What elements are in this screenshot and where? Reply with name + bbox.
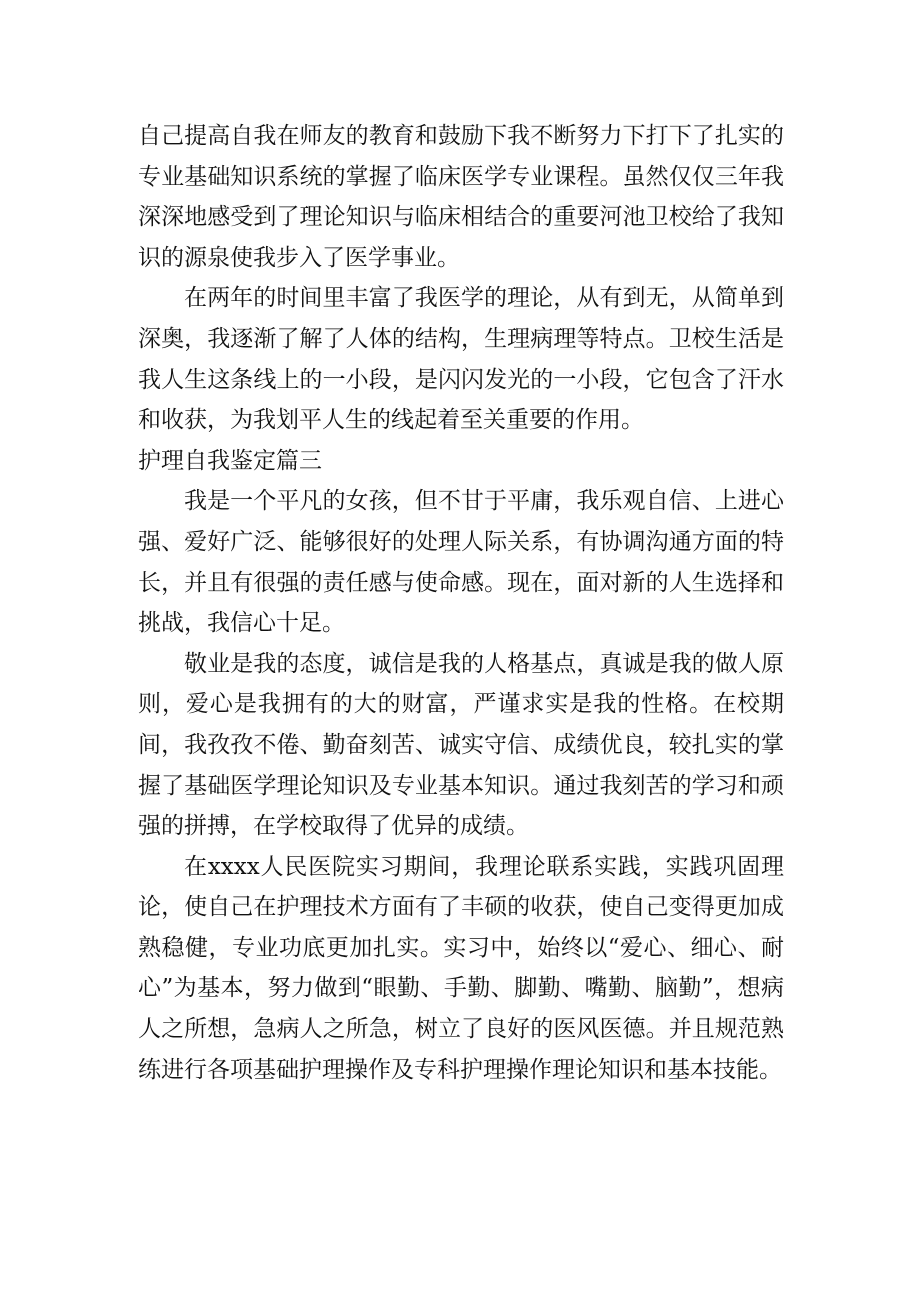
paragraph-continuation: 自己提高自我在师友的教育和鼓励下我不断努力下打下了扎实的专业基础知识系统的掌握了临床医学专业课程。虽然仅仅三年我深深地感受到了理论知识与临床相结合的重要河池卫校给了我知识的源泉使我步入了医学事业。 (138, 123, 784, 271)
paragraph-two-years: 在两年的时间里丰富了我医学的理论，从有到无，从简单到深奥，我逐渐了解了人体的结构，生理病理等特点。卫校生活是我人生这条线上的一小段，是闪闪发光的一小段，它包含了汗水和收获，为我划平人生的线起着至关重要的作用。 (138, 285, 784, 434)
paragraph-dedication: 敬业是我的态度，诚信是我的人格基点，真诚是我的做人原则，爱心是我拥有的大的财富，严谨求实是我的性格。在校期间，我孜孜不倦、勤奋刻苦、诚实守信、成绩优良，较扎实的掌握了基础医学理论知识及专业基本知识。通过我刻苦的学习和顽强的拼搏，在学校取得了优异的成绩。 (138, 650, 784, 840)
paragraph-internship: 在xxxx人民医院实习期间，我理论联系实践，实践巩固理论，使自己在护理技术方面有了丰硕的收获，使自己变得更加成熟稳健，专业功底更加扎实。实习中，始终以“爱心、细心、耐心”为基本，努力做到“眼勤、手勤、脚勤、嘴勤、脑勤”，想病人之所想，急病人之所急，树立了良好的医风医德。并且规范熟练进行各项基础护理操作及专科护理操作理论知识和基本技能。 (138, 853, 784, 1083)
section-heading: 护理自我鉴定篇三 (138, 447, 322, 474)
document-body (138, 116, 784, 1090)
paragraph-ordinary-girl: 我是一个平凡的女孩，但不甘于平庸，我乐观自信、上进心强、爱好广泛、能够很好的处理人际关系，有协调沟通方面的特长，并且有很强的责任感与使命感。现在，面对新的人生选择和挑战，我信心十足。 (138, 488, 784, 637)
